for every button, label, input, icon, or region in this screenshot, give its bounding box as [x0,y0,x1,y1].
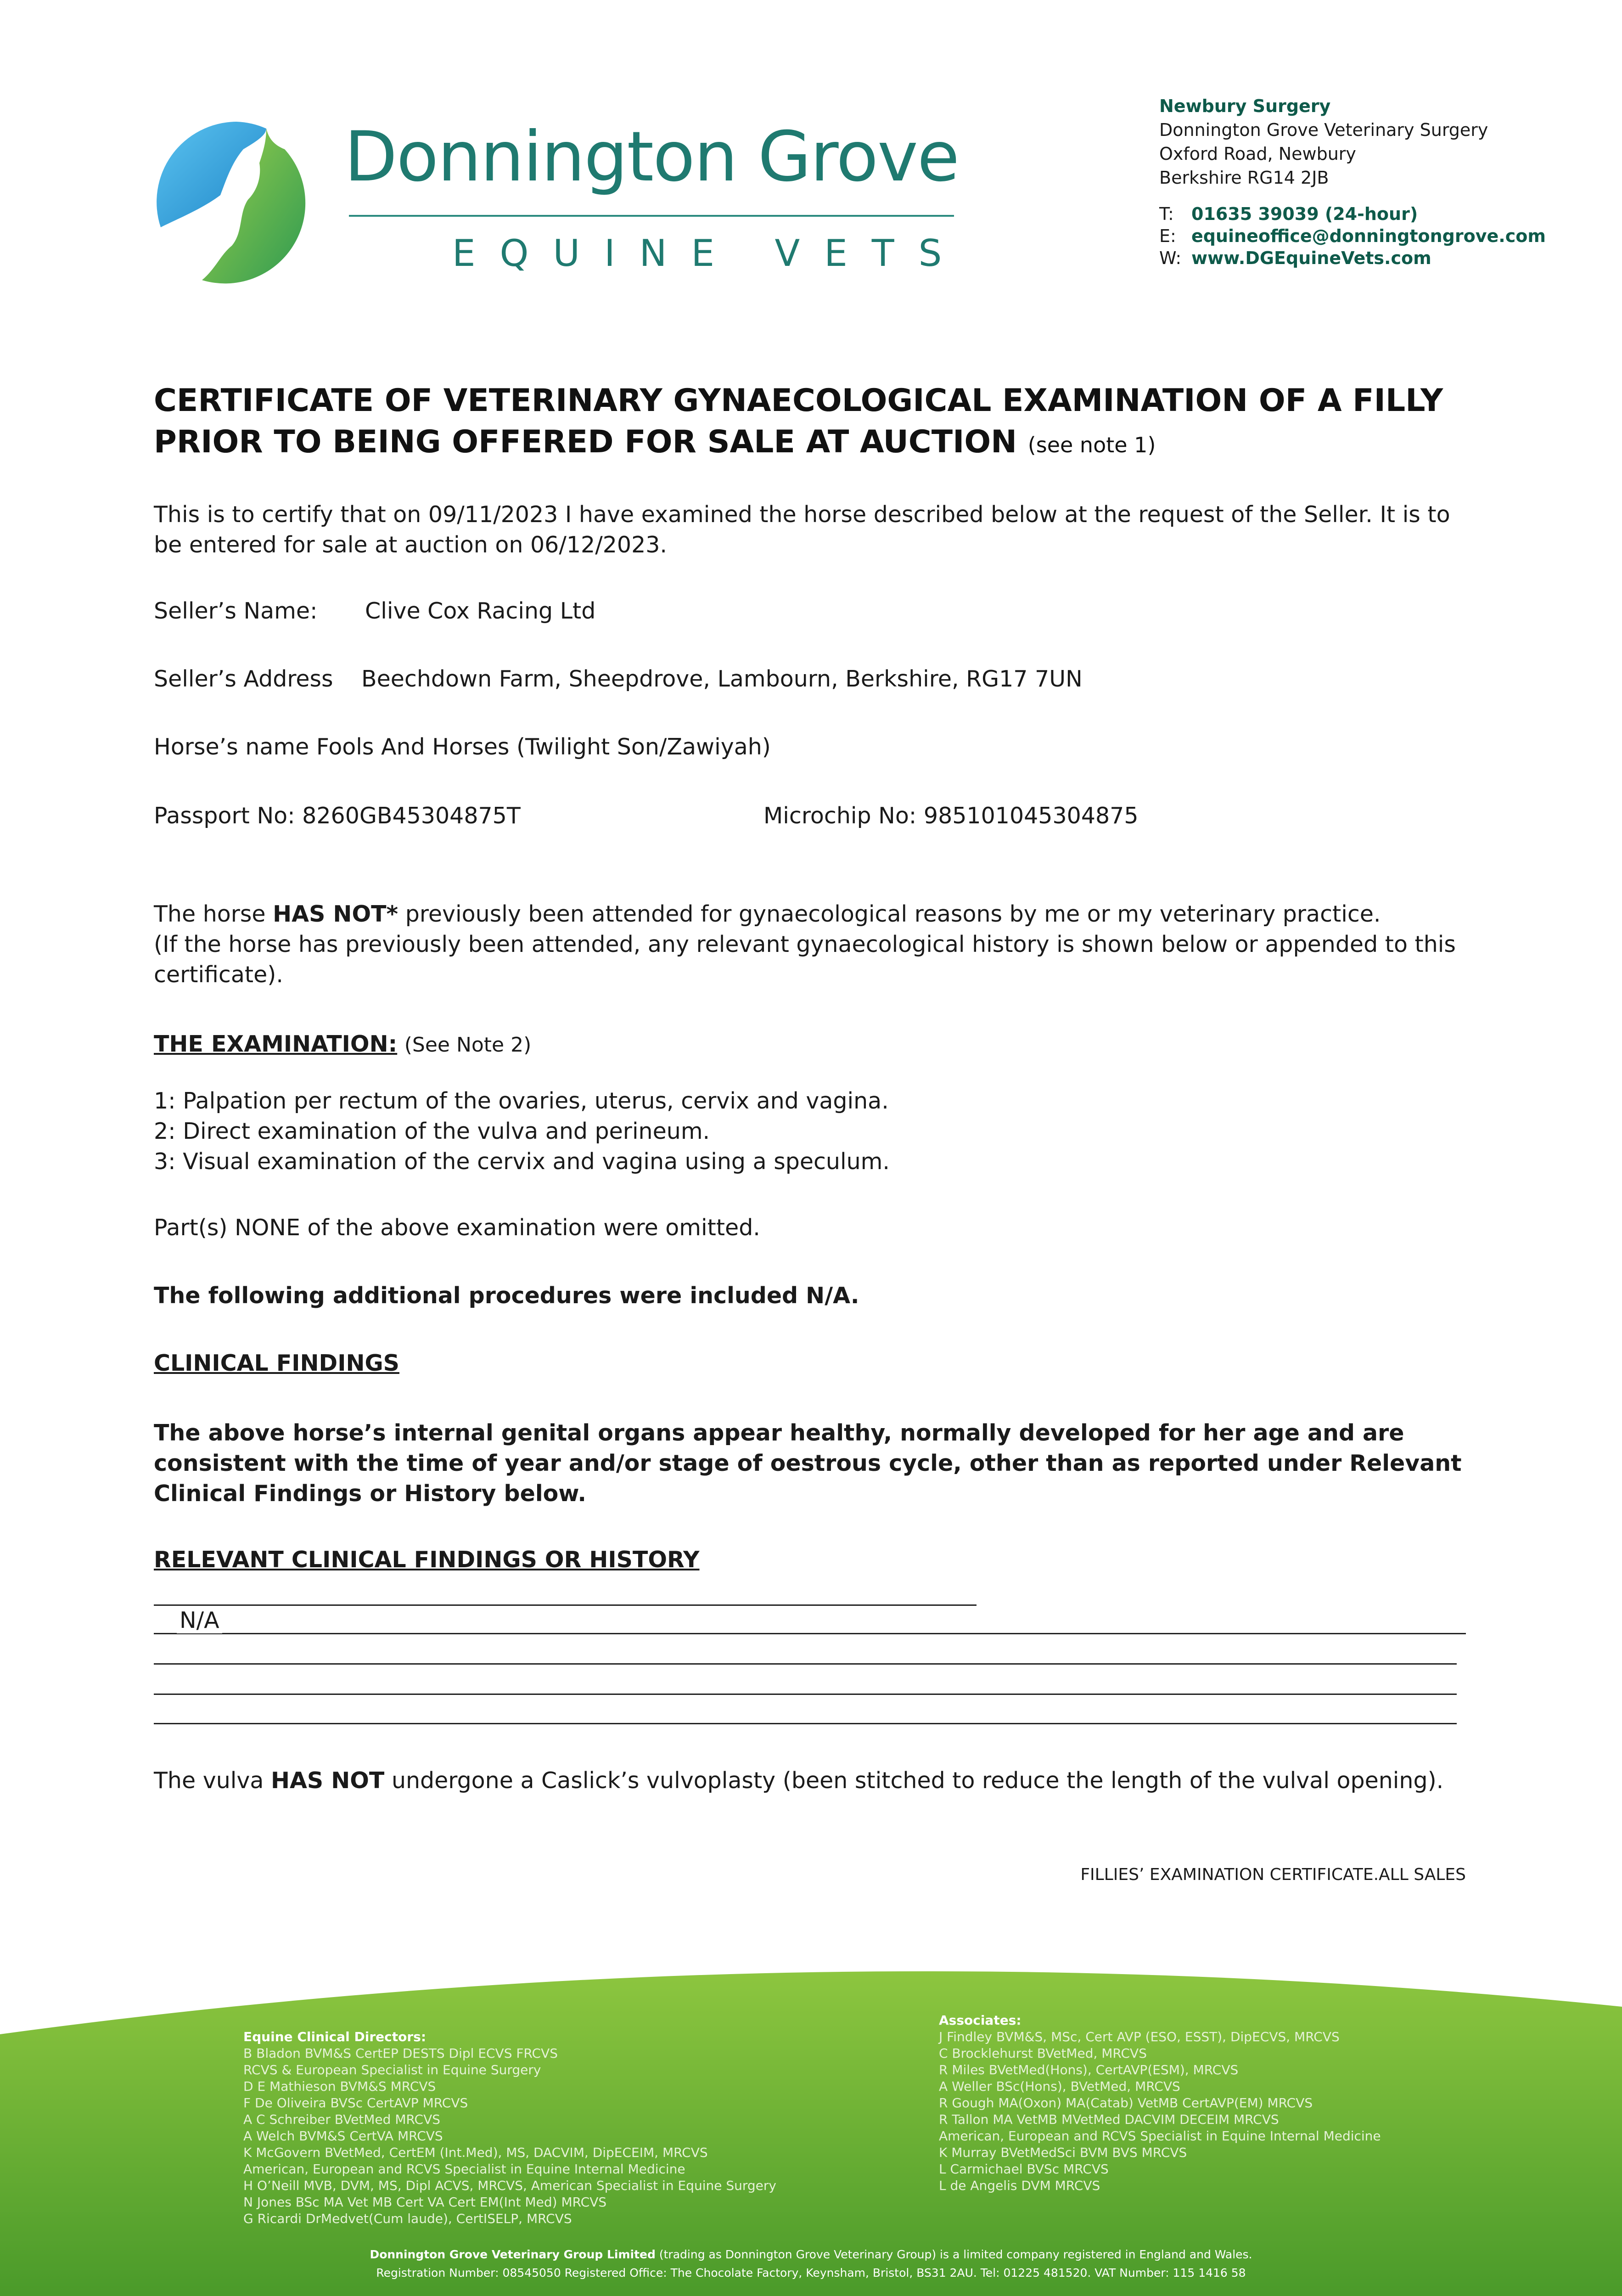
legal-footer [0,2245,1622,2282]
director-entry: A C Schreiber BVetMed MRCVS [243,2112,441,2127]
exam-item: 1: Palpation per rectum of the ovaries, uterus, cervix and vagina. [154,1088,889,1114]
findings-line [154,1604,977,1606]
intro-paragraph: This is to certify that on 09/11/2023 I have examined the horse described below at the request of the Seller. It is to be entered for sale at auction on 06/12/2023. [154,501,1450,558]
relevant-heading: RELEVANT CLINICAL FINDINGS OR HISTORY [154,1547,700,1573]
passport-label: Passport No: [154,803,295,829]
exam-note: (See Note 2) [404,1033,532,1057]
surgery-line: Berkshire RG14 2JB [1159,168,1329,188]
seller-address-value: Beechdown Farm, Sheepdrove, Lambourn, Berkshire, RG17 7UN [361,666,1083,692]
directors-heading: Equine Clinical Directors: [243,2029,427,2044]
seller-name-row [154,598,595,624]
director-entry: RCVS & European Specialist in Equine Surgery [243,2062,541,2077]
associate-entry: C Brocklehurst BVetMed, MRCVS [939,2046,1147,2061]
associate-entry: J Findley BVM&S, MSc, Cert AVP (ESO, ESST), DipECVS, MRCVS [939,2029,1340,2044]
title-note: (see note 1) [1027,433,1156,457]
logo-mark-icon [152,117,321,287]
title-text: CERTIFICATE OF VETERINARY GYNAECOLOGICAL EXAMINATION OF A FILLY PRIOR TO BEING OFFERED FOR SALE AT AUCTION [154,383,1443,460]
legal-line1: (trading as Donnington Grove Veterinary Group) is a limited company registered in England and Wales. [659,2248,1252,2261]
associate-entry: L Carmichael BVSc MRCVS [939,2161,1109,2177]
seller-address-row [154,666,1083,692]
additional-procedures: The following additional procedures were included N/A. [154,1283,859,1309]
exam-heading-row [154,1031,531,1057]
vulva-status: HAS NOT [270,1767,385,1794]
certificate-title [154,380,1471,466]
director-entry: K McGovern BVetMed, CertEM (Int.Med), MS, DACVIM, DipECEIM, MRCVS [243,2145,708,2160]
associate-entry: R Gough MA(Oxon) MA(Catab) VetMB CertAVP(EM) MRCVS [939,2095,1313,2110]
brand-subtitle: EQUINE VETS [452,232,966,275]
microchip-value: 985101045304875 [923,803,1139,829]
exam-list [154,1086,1471,1177]
attended-rest: previously been attended for gynaecological reasons by me or my veterinary practice. [405,901,1381,927]
director-entry: F De Oliveira BVSc CertAVP MRCVS [243,2095,468,2110]
microchip-row [763,803,1139,829]
exam-heading: THE EXAMINATION: [154,1031,398,1057]
director-entry: N Jones BSc MA Vet MB Cert VA Cert EM(Int Med) MRCVS [243,2195,607,2210]
email-label: E: [1159,226,1176,246]
surgery-line: Donnington Grove Veterinary Surgery [1159,120,1488,140]
associate-entry: R Miles BVetMed(Hons), CertAVP(ESM), MRCVS [939,2062,1239,2077]
associate-entry: R Tallon MA VetMB MVetMed DACVIM DECEIM MRCVS [939,2112,1279,2127]
vulva-paragraph [154,1766,1471,1796]
vulva-rest: undergone a Caslick’s vulvoplasty (been stitched to reduce the length of the vulval opening). [391,1767,1444,1794]
exam-item: 3: Visual examination of the cervix and vagina using a speculum. [154,1148,890,1175]
omitted-text: Part(s) NONE of the above examination were omitted. [154,1215,760,1241]
associates-heading: Associates: [939,2013,1021,2028]
attended-note: (If the horse has previously been attended, any relevant gynaecological history is shown below or appended to this certificate). [154,931,1456,988]
associate-entry: L de Angelis DVM MRCVS [939,2178,1100,2193]
legal-line2: Registration Number: 08545050 Registered Office: The Chocolate Factory, Keynsham, Bristol, BS31 2AU. Tel: 01225 481520. VAT Number: 115 1416 58 [376,2266,1246,2279]
clinical-heading: CLINICAL FINDINGS [154,1350,399,1376]
associates-block [939,2012,1381,2194]
director-entry: G Ricardi DrMedvet(Cum laude), CertISELP, MRCVS [243,2211,572,2226]
associate-entry: A Weller BSc(Hons), BVetMed, MRCVS [939,2079,1180,2094]
brand-divider [349,215,954,217]
form-reference: FILLIES’ EXAMINATION CERTIFICATE.ALL SALES [1080,1865,1466,1884]
clinical-findings-text: The above horse’s internal genital organs appear healthy, normally developed for her age and are consistent with the time of year and/or stage of oestrous cycle, other than as reported under Relevant Clinical Findings or History below. [154,1420,1462,1507]
email-link[interactable]: equineoffice@donningtongrove.com [1191,226,1546,246]
findings-line [154,1633,1466,1634]
attended-prefix: The horse [154,901,266,927]
director-entry: American, European and RCVS Specialist in Equine Internal Medicine [243,2161,685,2177]
associate-entry: K Murray BVetMedSci BVM BVS MRCVS [939,2145,1187,2160]
tel-label: T: [1159,204,1174,224]
director-entry: D E Mathieson BVM&S MRCVS [243,2079,436,2094]
seller-address-label: Seller’s Address [154,666,333,692]
director-entry: H O’Neill MVB, DVM, MS, Dipl ACVS, MRCVS, American Specialist in Equine Surgery [243,2178,776,2193]
legal-company: Donnington Grove Veterinary Group Limited [370,2248,656,2261]
vulva-prefix: The vulva [154,1767,264,1794]
tel-value: 01635 39039 (24-hour) [1191,204,1418,224]
brand-name: Donnington Grove [344,117,959,197]
passport-row [154,803,521,829]
findings-line [154,1663,1457,1665]
director-entry: B Bladon BVM&S CertEP DESTS Dipl ECVS FRCVS [243,2046,558,2061]
contact-details [1159,203,1546,269]
web-label: W: [1159,248,1182,268]
director-entry: A Welch BVM&S CertVA MRCVS [243,2128,443,2144]
seller-name-label: Seller’s Name: [154,598,318,624]
microchip-label: Microchip No: [763,803,917,829]
web-link[interactable]: www.DGEquineVets.com [1191,248,1431,268]
horse-name-value: Fools And Horses (Twilight Son/Zawiyah) [316,734,771,760]
surgery-line: Oxford Road, Newbury [1159,144,1356,164]
findings-line [154,1694,1457,1695]
associate-entry: American, European and RCVS Specialist in Equine Internal Medicine [939,2128,1381,2144]
seller-name-value: Clive Cox Racing Ltd [365,598,596,624]
surgery-name: Newbury Surgery [1159,96,1331,116]
relevant-findings-value: N/A [177,1607,222,1633]
horse-name-label: Horse’s name [154,734,309,760]
passport-value: 8260GB45304875T [302,803,521,829]
attended-paragraph [154,899,1471,990]
attended-status: HAS NOT* [273,901,398,927]
findings-line [154,1723,1457,1724]
surgery-address [1159,94,1488,190]
exam-item: 2: Direct examination of the vulva and perineum. [154,1118,710,1144]
directors-block [243,2029,776,2227]
horse-name-row [154,734,771,760]
